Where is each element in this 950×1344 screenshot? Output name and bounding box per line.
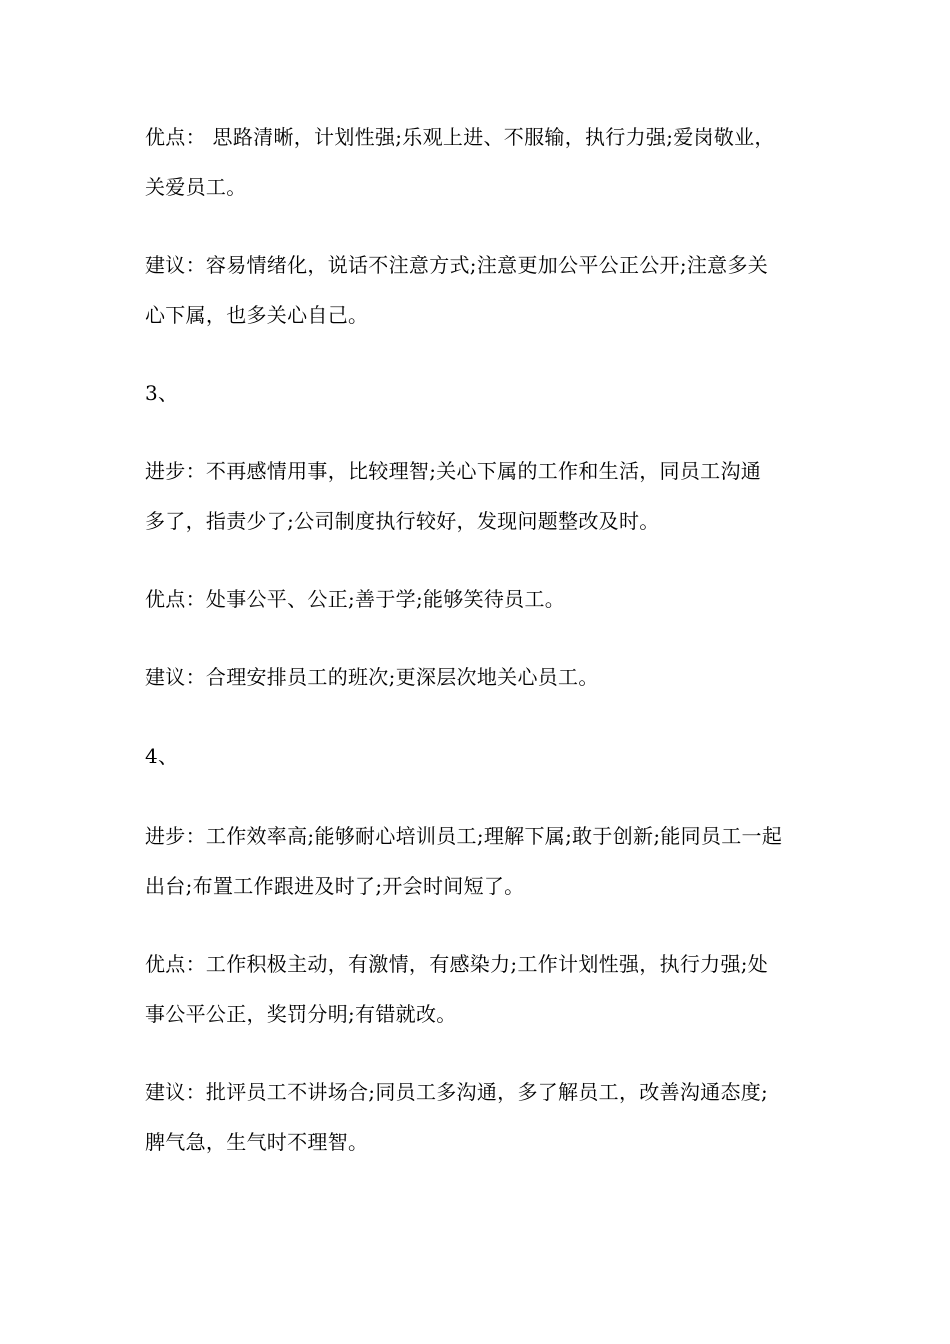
advantages-paragraph-4-line-1: 优点：工作积极主动，有激情，有感染力;工作计划性强，执行力强;处: [145, 952, 769, 976]
suggestion-paragraph-3: 建议：合理安排员工的班次;更深层次地关心员工。: [145, 665, 599, 689]
progress-paragraph-4-line-2: 出台;布置工作跟进及时了;开会时间短了。: [145, 874, 525, 898]
progress-paragraph-3-line-1: 进步：不再感情用事，比较理智;关心下属的工作和生活，同员工沟通: [145, 459, 762, 483]
advantages-paragraph-4-line-2: 事公平公正，奖罚分明;有错就改。: [145, 1002, 457, 1026]
progress-paragraph-4-line-1: 进步：工作效率高;能够耐心培训员工;理解下属;敢于创新;能同员工一起: [145, 824, 783, 848]
progress-paragraph-3-line-2: 多了，指责少了;公司制度执行较好，发现问题整改及时。: [145, 509, 660, 533]
suggestion-paragraph-2-line-2: 心下属，也多关心自己。: [145, 303, 369, 327]
suggestion-paragraph-4-line-1: 建议：批评员工不讲场合;同员工多沟通，多了解员工，改善沟通态度;: [145, 1080, 769, 1104]
advantages-paragraph-2-line-2: 关爱员工。: [145, 175, 247, 199]
advantages-paragraph-2-line-1: 优点： 思路清晰，计划性强;乐观上进、不服输，执行力强;爱岗敬业，: [145, 125, 775, 149]
section-number-3: 3、: [145, 381, 179, 405]
advantages-paragraph-3: 优点：处事公平、公正;善于学;能够笑待员工。: [145, 587, 566, 611]
section-number-4: 4、: [145, 744, 179, 768]
suggestion-paragraph-4-line-2: 脾气急，生气时不理智。: [145, 1130, 369, 1154]
suggestion-paragraph-2-line-1: 建议：容易情绪化，说话不注意方式;注意更加公平公正公开;注意多关: [145, 253, 769, 277]
